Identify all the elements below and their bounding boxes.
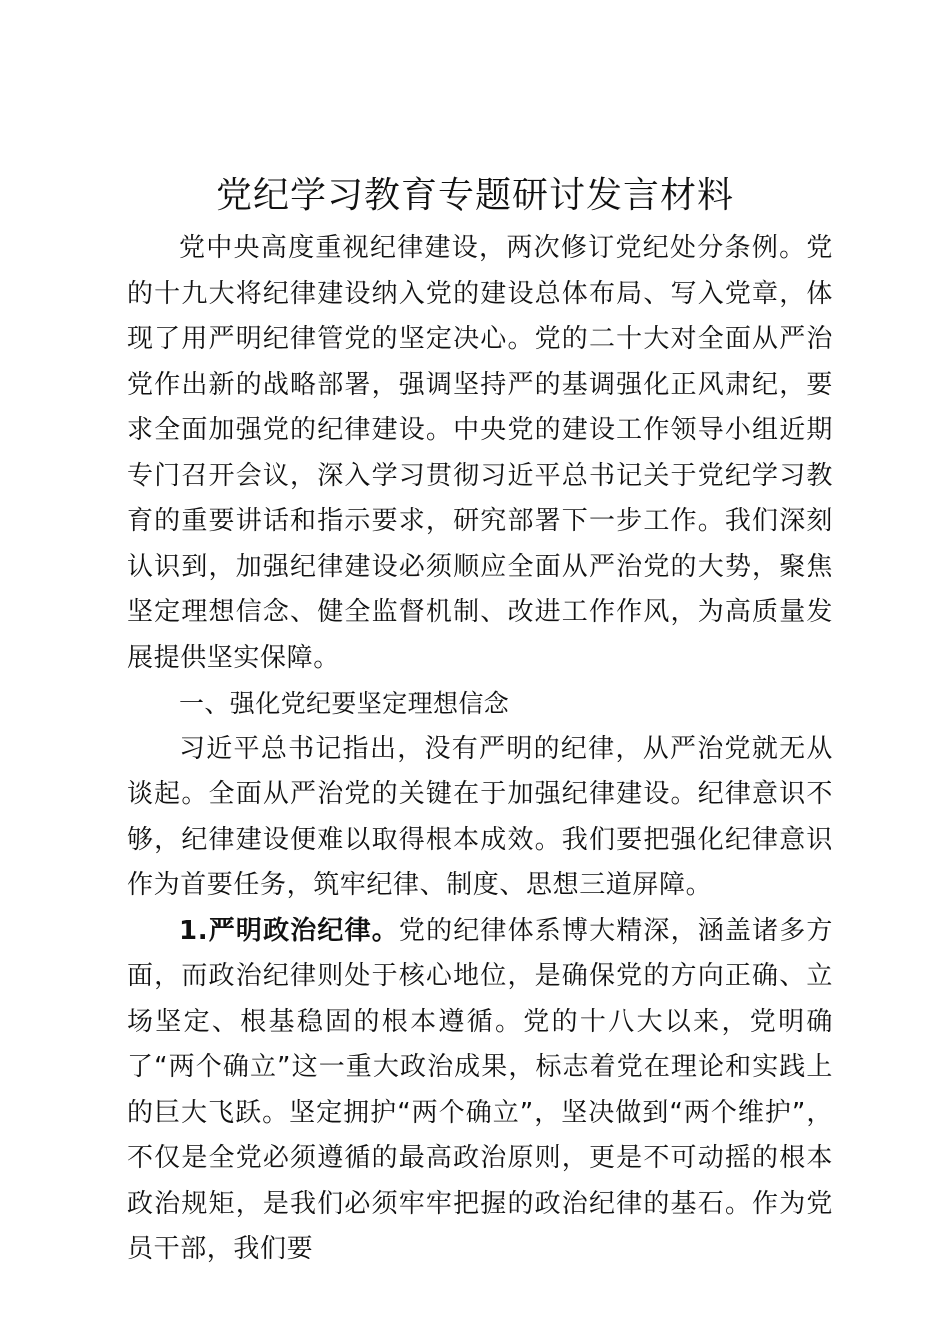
item-1-lead: 1.严明政治纪律。 bbox=[179, 915, 399, 946]
section-1-item-1 bbox=[127, 909, 833, 1273]
document-body bbox=[127, 226, 833, 1273]
item-1-text: 党的纪律体系博大精深，涵盖诸多方面，而政治纪律则处于核心地位，是确保党的方向正确、立场坚定、根基稳固的根本遵循。党的十八大以来，党明确了“两个确立”这一重大政治成果，标志着党在理论和实践上的巨大飞跃。坚定拥护“两个确立”，坚决做到“两个维护”，不仅是全党必须遵循的最高政治原则，更是不可动摇的根本政治规矩，是我们必须牢牢把握的政治纪律的基石。作为党员干部，我们要 bbox=[127, 915, 833, 1264]
intro-paragraph: 党中央高度重视纪律建设，两次修订党纪处分条例。党的十九大将纪律建设纳入党的建设总体布局、写入党章，体现了用严明纪律管党的坚定决心。党的二十大对全面从严治党作出新的战略部署，强调坚持严的基调强化正风肃纪，要求全面加强党的纪律建设。中央党的建设工作领导小组近期专门召开会议，深入学习贯彻习近平总书记关于党纪学习教育的重要讲话和指示要求，研究部署下一步工作。我们深刻认识到，加强纪律建设必须顺应全面从严治党的大势，聚焦坚定理想信念、健全监督机制、改进工作作风，为高质量发展提供坚实保障。 bbox=[127, 233, 833, 673]
section-1-paragraph: 习近平总书记指出，没有严明的纪律，从严治党就无从谈起。全面从严治党的关键在于加强纪律建设。纪律意识不够，纪律建设便难以取得根本成效。我们要把强化纪律意识作为首要任务，筑牢纪律、制度、思想三道屏障。 bbox=[127, 733, 833, 900]
document-title: 党纪学习教育专题研讨发言材料 bbox=[215, 175, 734, 216]
section-1-heading: 一、强化党纪要坚定理想信念 bbox=[179, 689, 510, 718]
